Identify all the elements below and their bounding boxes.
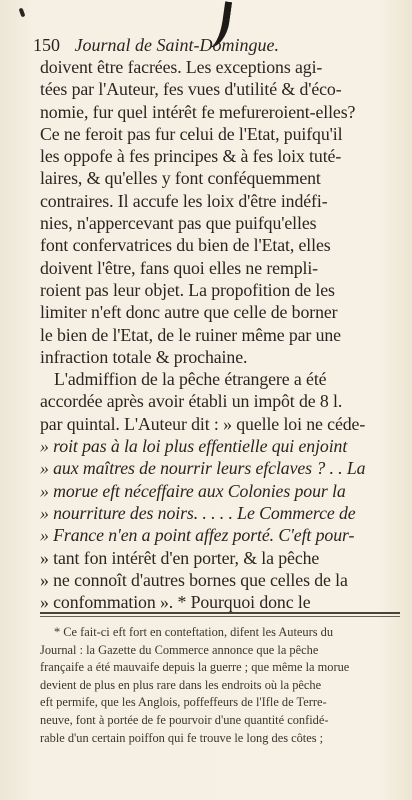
text-line: contraires. Il accufe les loix d'être indéfi- <box>40 190 328 211</box>
text-line: » tant fon intérêt d'en porter, & la pêche <box>40 547 320 568</box>
footnote-line: * Ce fait-ci eft fort en conteftation, difent les Auteurs du <box>54 625 334 639</box>
footnote-line: françaife a été mauvaife depuis la guerre ; que même la morue <box>40 660 350 675</box>
text-line: par quintal. L'Auteur dit : » quelle loi ne céde- <box>40 413 366 434</box>
text-line: Ce ne feroit pas fur celui de l'Etat, puifqu'il <box>40 123 343 144</box>
text-line: les oppofe à fes principes & à fes loix tuté- <box>40 146 342 167</box>
page-header <box>33 34 388 56</box>
quoted-line: » nourriture des noirs. . . . . Le Commerce de <box>40 502 356 523</box>
footnote-divider <box>40 612 400 617</box>
text-line: nies, n'appercevant pas que puifqu'elles <box>40 213 317 234</box>
text-line: limiter n'eft donc autre que celle de borner <box>40 302 338 323</box>
footnote-line: neuve, font à portée de fe pourvoir d'une quantité confidé- <box>40 712 329 727</box>
text-line: L'admiffion de la pêche étrangere a été <box>54 369 327 390</box>
quoted-line: » France n'en a point affez porté. C'eft pour- <box>40 525 355 546</box>
quoted-line: » roit pas à la loi plus effentielle qui enjoint <box>40 436 348 457</box>
quoted-line: » aux maîtres de nourrir leurs efclaves ? . . La <box>40 458 366 479</box>
text-line: le bien de l'Etat, de le ruiner même par une <box>40 324 341 345</box>
text-line: » ne connoît d'autres bornes que celles de la <box>40 569 348 590</box>
footnote <box>40 624 404 747</box>
text-line: roient pas leur objet. La propofition de les <box>40 279 335 300</box>
page-number: 150 <box>33 35 60 55</box>
text-line: nomie, fur quel intérêt fe mefureroient-elles? <box>40 101 356 122</box>
text-line: doivent l'être, fans quoi elles ne rempli- <box>40 257 318 278</box>
text-line: accordée après avoir établi un impôt de 8 l. <box>40 391 343 412</box>
text-line: doivent être facrées. Les exceptions agi- <box>40 57 323 77</box>
text-line: tées par l'Auteur, fes vues d'utilité & d'éco- <box>40 79 342 100</box>
footnote-line: Journal : la Gazette du Commerce annonce que la pêche <box>40 642 319 657</box>
quoted-line: » morue eft néceffaire aux Colonies pour la <box>40 480 346 501</box>
text-line: infraction totale & prochaine. <box>40 346 248 367</box>
text-line: » confommation ». * Pourquoi donc le <box>40 592 311 613</box>
main-text <box>40 56 402 613</box>
text-line: font confervatrices du bien de l'Etat, elles <box>40 235 331 256</box>
text-line: laires, & qu'elles y font conféquemment <box>40 168 321 189</box>
running-title: Journal de Saint-Domingue. <box>74 35 279 55</box>
footnote-line: eft permife, que les Anglois, poffeffeurs de l'Ifle de Terre- <box>40 695 327 710</box>
ink-speck <box>19 8 26 18</box>
footnote-line: devient de plus en plus rare dans les endroits où la pêche <box>40 677 322 692</box>
footnote-line: rable d'un certain poiffon qui fe trouve le long des côtes ; <box>40 730 324 745</box>
